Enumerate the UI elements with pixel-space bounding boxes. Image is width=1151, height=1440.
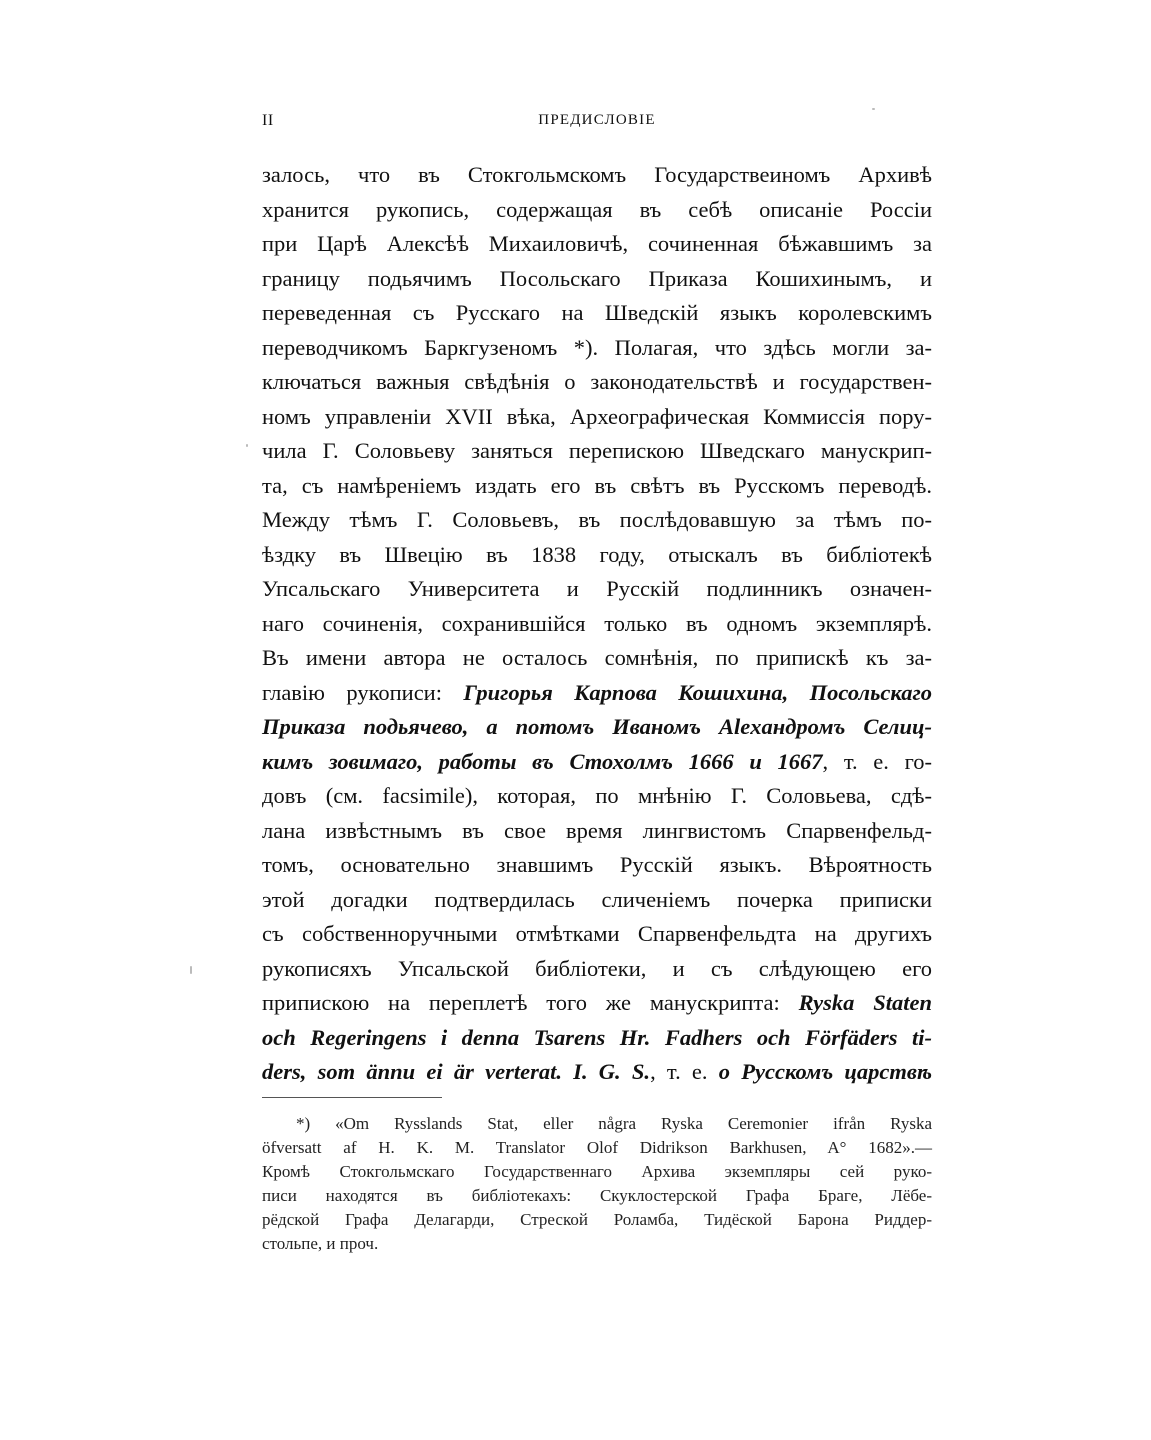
text-line-binding-inscription xyxy=(262,986,932,1021)
text-line: переведенная съ Русскаго на Шведскій языкъ королевскимъ xyxy=(262,300,932,325)
page-number: II xyxy=(262,112,274,129)
text-line: съ собственноручными отмѣтками Спарвенфельдта на другихъ xyxy=(262,921,932,946)
text-line: рукописяхъ Упсальской библіотеки, и съ слѣдующею его xyxy=(262,955,932,981)
text-line: Между тѣмъ Г. Соловьевъ, въ послѣдовавшую за тѣмъ по- xyxy=(262,507,932,532)
text-line-title-citation xyxy=(262,710,932,745)
text-line-binding-inscription xyxy=(262,1021,932,1056)
text-segment: , т. е. го- xyxy=(822,748,932,774)
text-line: границу подьячимъ Посольскаго Приказа Кошихинымъ, и xyxy=(262,265,932,291)
text-line: лана извѣстнымъ въ свое время лингвистомъ Спарвенфельд- xyxy=(262,817,932,843)
italic-swedish-inscription: ders, som ännu ei är verterat. I. G. S. xyxy=(262,1059,651,1084)
footnote-line: рёдской Графа Делагарди, Стреской Роламба, Тидёской Барона Риддер- xyxy=(262,1210,932,1229)
italic-citation: Григорья Карпова Кошихина, Посольскаго xyxy=(463,679,932,705)
scan-speck xyxy=(872,108,875,110)
text-line: чила Г. Соловьеву заняться перепискою Шведскаго манускрип- xyxy=(262,438,932,463)
text-line: ѣздку въ Швецію въ 1838 году, отыскалъ въ библіотекѣ xyxy=(262,541,932,567)
footnote-line: стольпе, и проч. xyxy=(262,1234,379,1253)
italic-citation: Приказа подьячево, а потомъ Иваномъ Аlexандромъ Селиц- xyxy=(262,714,932,739)
text-line-binding-inscription xyxy=(262,1055,932,1090)
text-line: номъ управленіи XVII вѣка, Археографическая Коммиссія пору- xyxy=(262,403,932,429)
scan-speck xyxy=(190,966,192,974)
text-line: довъ (см. facsimile), которая, по мнѣнію Г. Соловьева, сдѣ- xyxy=(262,783,932,808)
text-line: та, съ намѣреніемъ издать его въ свѣтъ въ Русскомъ переводѣ. xyxy=(262,472,932,498)
footnote-divider xyxy=(262,1097,442,1098)
text-segment: , т. е. xyxy=(650,1059,719,1084)
text-line: хранится рукопись, содержащая въ себѣ описаніе Россіи xyxy=(262,196,932,222)
footnote-line: писи находятся въ библіотекахъ: Скуклостерской Графа Браге, Лёбе- xyxy=(262,1186,932,1205)
footnote xyxy=(262,1112,932,1256)
footnote-line: öfversatt af H. K. M. Translator Olof Didrikson Barkhusen, A° 1682».— xyxy=(262,1138,932,1157)
italic-swedish-inscription: och Regeringens i denna Tsarens Hr. Fadhers och Förfäders ti- xyxy=(262,1024,932,1050)
text-line: Упсальскаго Университета и Русскій подлинникъ означен- xyxy=(262,576,932,601)
italic-citation: кимъ зовимаго, работы въ Стохолмъ 1666 и 1667 xyxy=(262,748,823,774)
text-line-title-citation xyxy=(262,676,932,711)
text-line: при Царѣ Алексѣѣ Михаиловичѣ, сочиненная бѣжавшимъ за xyxy=(262,231,932,256)
text-line: этой догадки подтвердилась сличеніемъ почерка приписки xyxy=(262,886,932,912)
footnote-line: *) «Om Rysslands Stat, eller några Ryska Ceremonier ifrån Ryska xyxy=(296,1114,932,1133)
text-segment: припискою на переплетѣ того же манускрипта: xyxy=(262,990,799,1015)
page-header xyxy=(262,112,932,136)
text-line-title-citation xyxy=(262,745,932,780)
footnote-line: Кромѣ Стокгольмскаго Государственнаго Архива экземпляры сей руко- xyxy=(262,1162,932,1181)
italic-translation: о Русскомъ царствѣ xyxy=(718,1059,932,1084)
scan-speck xyxy=(246,444,248,447)
text-segment: главію рукописи: xyxy=(262,679,464,705)
text-line: переводчикомъ Баркгузеномъ *). Полагая, что здѣсь могли за- xyxy=(262,334,932,360)
text-line: ключаться важныя свѣдѣнія о законодательствѣ и государствен- xyxy=(262,369,932,394)
text-line: Въ имени автора не осталось сомнѣнія, по припискѣ къ за- xyxy=(262,645,932,670)
text-line: наго сочиненія, сохранившійся только въ одномъ экземплярѣ. xyxy=(262,610,932,636)
text-line: залось, что въ Стокгольмскомъ Государствеиномъ Архивѣ xyxy=(262,162,932,187)
running-title: ПРЕДИСЛОВІЕ xyxy=(538,112,656,128)
text-line: томъ, основательно знавшимъ Русскій языкъ. Вѣроятность xyxy=(262,852,932,877)
main-text xyxy=(262,158,932,1090)
italic-swedish-inscription: Ryska Staten xyxy=(798,990,932,1015)
